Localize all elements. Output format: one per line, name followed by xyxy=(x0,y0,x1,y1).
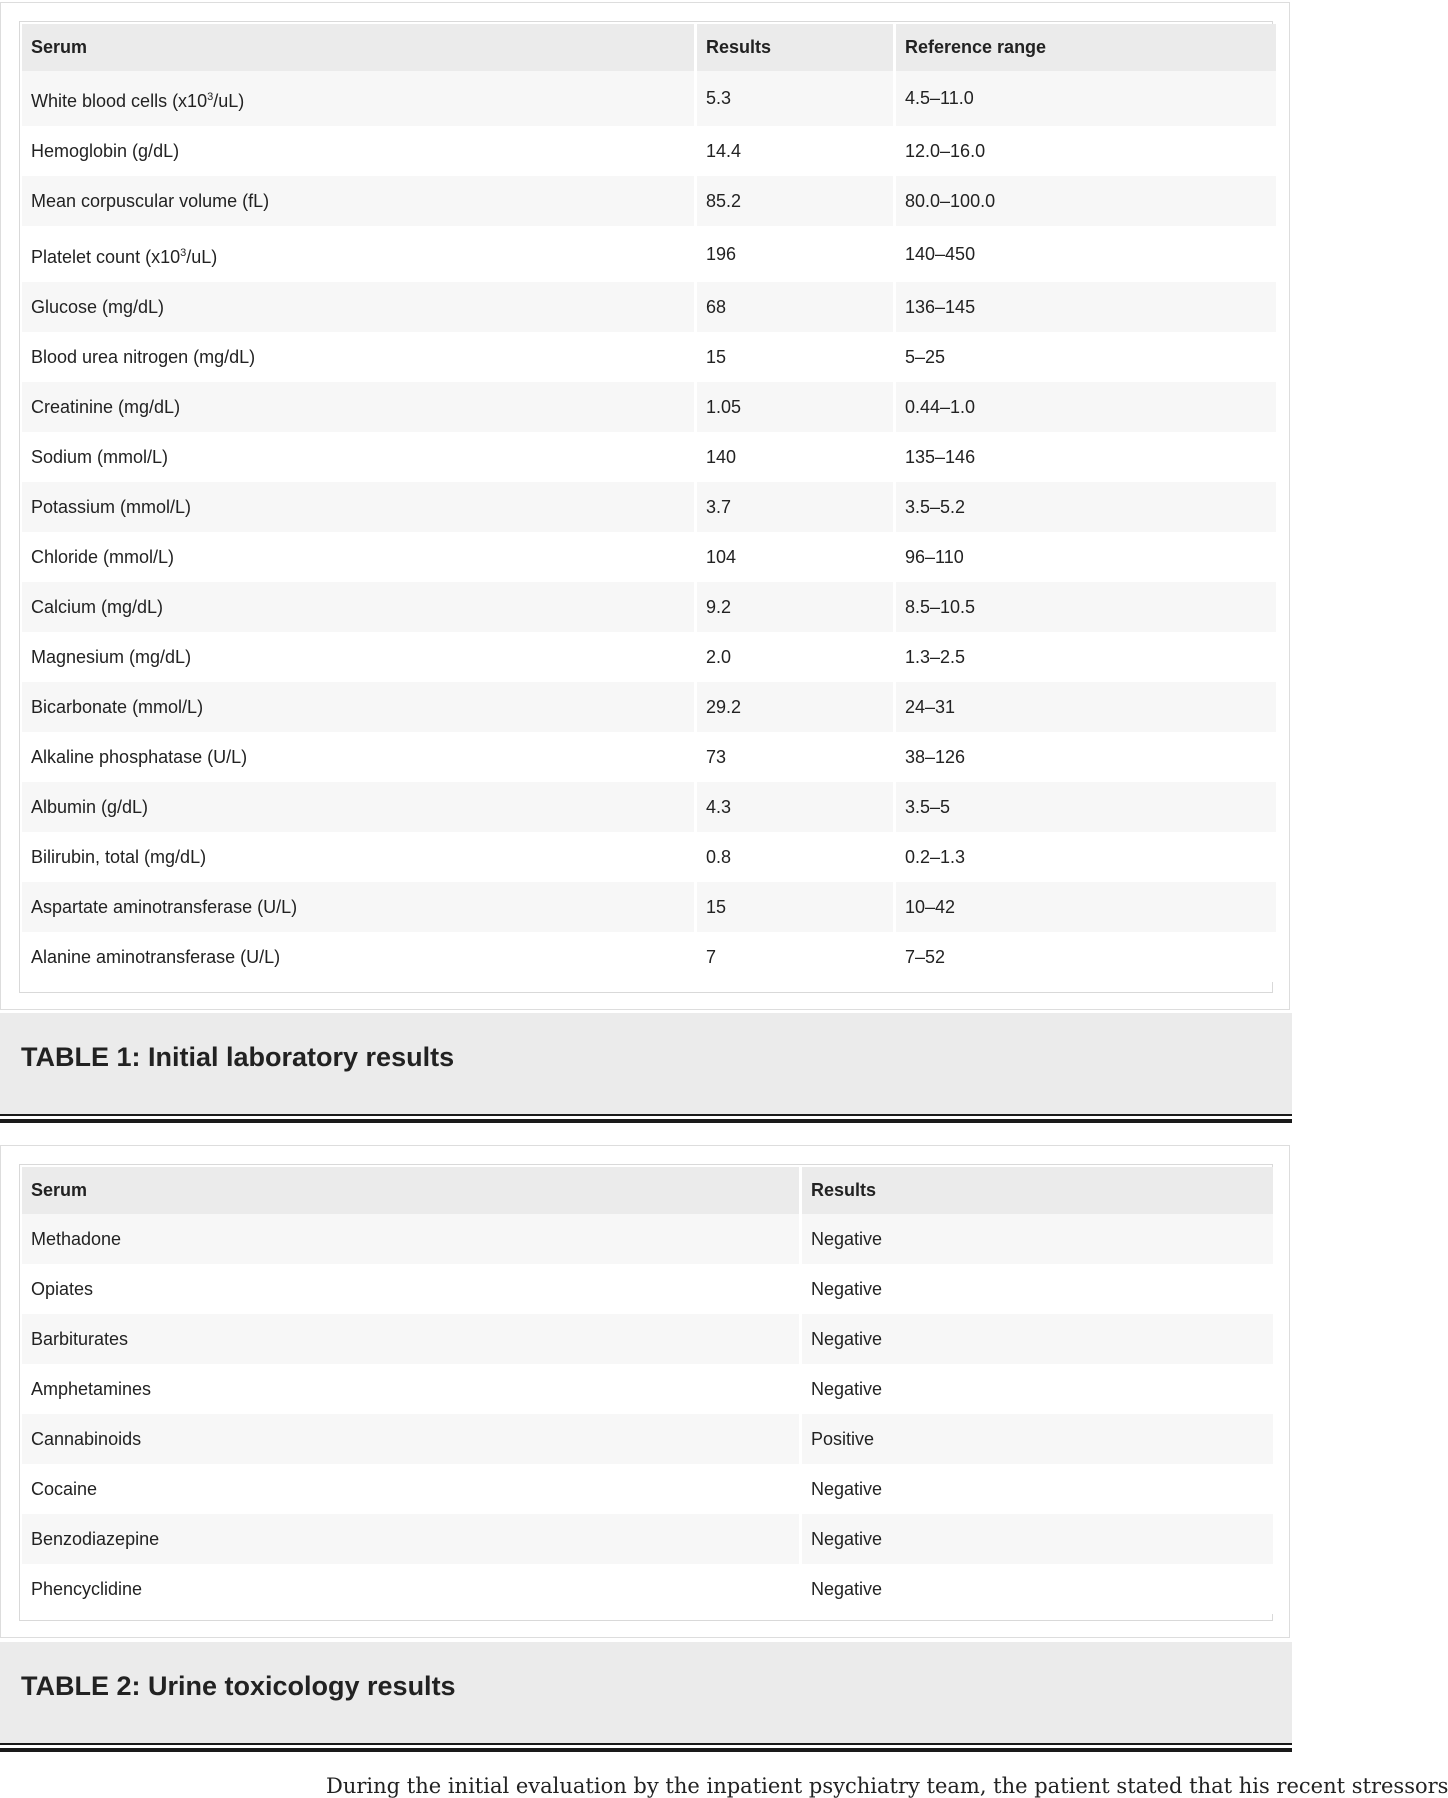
row-range: 140–450 xyxy=(896,226,1276,282)
row-result: 9.2 xyxy=(697,582,893,632)
row-label: Platelet count $(x10^3/uL)$ xyxy=(22,226,694,282)
row-range: 1.3–2.5 xyxy=(896,632,1276,682)
row-result: 15 xyxy=(697,332,893,382)
row-label: Cocaine xyxy=(22,1464,799,1514)
row-label: Amphetamines xyxy=(22,1364,799,1414)
row-label: Opiates xyxy=(22,1264,799,1314)
table1-caption-band xyxy=(0,1013,1292,1114)
row-label: Benzodiazepine xyxy=(22,1514,799,1564)
row-label: White blood cells $(x10^3/uL)$ xyxy=(22,71,694,126)
table-row xyxy=(22,226,1276,282)
row-result: 68 xyxy=(697,282,893,332)
row-label: Barbiturates xyxy=(22,1314,799,1364)
row-label: Phencyclidine xyxy=(22,1564,799,1614)
table2-caption-band xyxy=(0,1642,1292,1743)
row-result: Negative xyxy=(802,1514,1273,1564)
row-label: Hemoglobin (g/dL) xyxy=(22,126,694,176)
row-result: 104 xyxy=(697,532,893,582)
table-row xyxy=(22,71,1276,126)
row-label: Calcium (mg/dL) xyxy=(22,582,694,632)
table-row xyxy=(22,176,1276,226)
row-label: Creatinine (mg/dL) xyxy=(22,382,694,432)
table1-caption: TABLE 1: Initial laboratory results xyxy=(21,1042,455,1072)
row-range: 12.0–16.0 xyxy=(896,126,1276,176)
row-result: 1.05 xyxy=(697,382,893,432)
row-range: 4.5–11.0 xyxy=(896,71,1276,126)
row-label: Mean corpuscular volume (fL) xyxy=(22,176,694,226)
table-row xyxy=(22,126,1276,176)
table-row xyxy=(22,1464,1273,1514)
row-label: Aspartate aminotransferase (U/L) xyxy=(22,882,694,932)
table1-header-reference-range: Reference range xyxy=(896,24,1276,71)
body-paragraph-partial: During the initial evaluation by the inpatient psychiatry team, the patient stated that his recent stressors xyxy=(326,1774,1448,1798)
table-row xyxy=(22,882,1276,932)
table2-header-results: Results xyxy=(802,1167,1273,1214)
row-result: 3.7 xyxy=(697,482,893,532)
row-range: 0.2–1.3 xyxy=(896,832,1276,882)
row-range: 3.5–5 xyxy=(896,782,1276,832)
row-result: Negative xyxy=(802,1314,1273,1364)
table2-header-serum: Serum xyxy=(22,1167,799,1214)
row-range: 10–42 xyxy=(896,882,1276,932)
row-label: Bicarbonate (mmol/L) xyxy=(22,682,694,732)
row-range: 24–31 xyxy=(896,682,1276,732)
table1-header-serum: Serum xyxy=(22,24,694,71)
table2-rule-thin xyxy=(0,1743,1292,1745)
table2-frame xyxy=(0,1145,1290,1638)
row-range: 38–126 xyxy=(896,732,1276,782)
table-row xyxy=(22,632,1276,682)
row-result: 15 xyxy=(697,882,893,932)
row-range: 0.44–1.0 xyxy=(896,382,1276,432)
row-label: Albumin (g/dL) xyxy=(22,782,694,832)
row-label: Blood urea nitrogen (mg/dL) xyxy=(22,332,694,382)
table-row xyxy=(22,432,1276,482)
table-row xyxy=(22,1214,1273,1264)
row-result: Positive xyxy=(802,1414,1273,1464)
table-row xyxy=(22,1564,1273,1614)
row-label: Magnesium (mg/dL) xyxy=(22,632,694,682)
table-row xyxy=(22,682,1276,732)
table2-container xyxy=(19,1164,1273,1621)
row-range: 3.5–5.2 xyxy=(896,482,1276,532)
row-label: Glucose (mg/dL) xyxy=(22,282,694,332)
table1-frame xyxy=(0,2,1290,1010)
row-range: 8.5–10.5 xyxy=(896,582,1276,632)
table-row xyxy=(22,832,1276,882)
row-result: 73 xyxy=(697,732,893,782)
row-result: 140 xyxy=(697,432,893,482)
table-row xyxy=(22,532,1276,582)
table-row xyxy=(22,582,1276,632)
row-result: 29.2 xyxy=(697,682,893,732)
row-result: 2.0 xyxy=(697,632,893,682)
row-result: 7 xyxy=(697,932,893,982)
row-result: Negative xyxy=(802,1364,1273,1414)
row-label: Potassium (mmol/L) xyxy=(22,482,694,532)
table-row xyxy=(22,332,1276,382)
row-range: 96–110 xyxy=(896,532,1276,582)
table2-caption: TABLE 2: Urine toxicology results xyxy=(21,1671,456,1701)
table-row xyxy=(22,1364,1273,1414)
table-row xyxy=(22,1414,1273,1464)
row-result: 14.4 xyxy=(697,126,893,176)
table-row xyxy=(22,382,1276,432)
row-label: Cannabinoids xyxy=(22,1414,799,1464)
table1-rule-thin xyxy=(0,1114,1292,1116)
row-result: Negative xyxy=(802,1214,1273,1264)
row-range: 136–145 xyxy=(896,282,1276,332)
table-row xyxy=(22,1264,1273,1314)
row-result: Negative xyxy=(802,1264,1273,1314)
row-label: Chloride (mmol/L) xyxy=(22,532,694,582)
table-row xyxy=(22,932,1276,982)
row-label: Alanine aminotransferase (U/L) xyxy=(22,932,694,982)
row-result: Negative xyxy=(802,1464,1273,1514)
row-result: 85.2 xyxy=(697,176,893,226)
row-label: Alkaline phosphatase (U/L) xyxy=(22,732,694,782)
row-result: 196 xyxy=(697,226,893,282)
row-range: 7–52 xyxy=(896,932,1276,982)
row-result: 4.3 xyxy=(697,782,893,832)
table-row xyxy=(22,482,1276,532)
table-row xyxy=(22,1514,1273,1564)
table-row xyxy=(22,1314,1273,1364)
table1-header-results: Results xyxy=(697,24,893,71)
row-label: Bilirubin, total (mg/dL) xyxy=(22,832,694,882)
table1-container xyxy=(19,21,1273,993)
row-result: 0.8 xyxy=(697,832,893,882)
row-label: Sodium (mmol/L) xyxy=(22,432,694,482)
row-result: 5.3 xyxy=(697,71,893,126)
row-result: Negative xyxy=(802,1564,1273,1614)
urine-toxicology-table xyxy=(19,1167,1276,1614)
row-range: 5–25 xyxy=(896,332,1276,382)
table-row xyxy=(22,282,1276,332)
row-range: 135–146 xyxy=(896,432,1276,482)
table2-rule-thick xyxy=(0,1748,1292,1752)
row-label: Methadone xyxy=(22,1214,799,1264)
lab-results-table xyxy=(19,24,1279,982)
table1-rule-thick xyxy=(0,1119,1292,1123)
table-row xyxy=(22,732,1276,782)
row-range: 80.0–100.0 xyxy=(896,176,1276,226)
table-row xyxy=(22,782,1276,832)
